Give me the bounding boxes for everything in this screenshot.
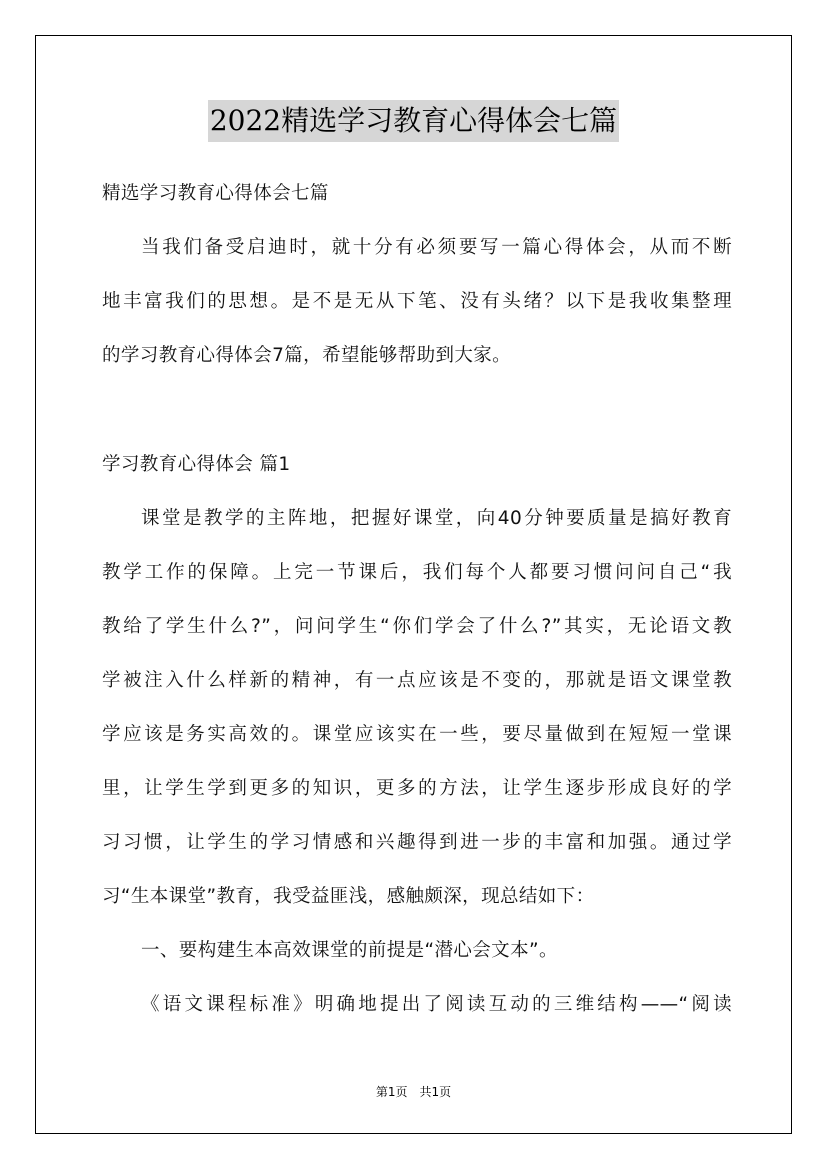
body-line-8: 习“生本课堂”教育，我受益匪浅，感触颇深，现总结如下： <box>102 886 595 907</box>
body-line-1: 课堂是教学的主阵地，把握好课堂，向40分钟要质量是搞好教育 <box>141 508 732 529</box>
body-line-2: 教学工作的保障。上完一节课后，我们每个人都要习惯问问自己“我 <box>102 562 732 583</box>
intro-line-2: 地丰富我们的思想。是不是无从下笔、没有头绪？以下是我收集整理 <box>102 291 732 312</box>
body-line-5: 学应该是务实高效的。课堂应该实在一些，要尽量做到在短短一堂课 <box>102 724 732 745</box>
intro-line-3: 的学习教育心得体会7篇，希望能够帮助到大家。 <box>102 345 512 366</box>
document-title: 2022精选学习教育心得体会七篇 <box>208 100 619 142</box>
last-line: 《语文课程标准》明确地提出了阅读互动的三维结构——“阅读 <box>141 994 732 1015</box>
page-number: 第1页 共1页 <box>375 1085 452 1099</box>
title-container <box>0 100 827 142</box>
body-line-6: 里，让学生学到更多的知识，更多的方法，让学生逐步形成良好的学 <box>102 778 732 799</box>
body-line-3: 教给了学生什么?”，问问学生“你们学会了什么?”其实，无论语文教 <box>102 616 732 637</box>
document-subtitle: 精选学习教育心得体会七篇 <box>102 183 329 204</box>
section-heading: 学习教育心得体会 篇1 <box>102 454 291 475</box>
body-line-7: 习习惯，让学生的学习情感和兴趣得到进一步的丰富和加强。通过学 <box>102 832 732 853</box>
body-line-4: 学被注入什么样新的精神，有一点应该是不变的，那就是语文课堂教 <box>102 670 732 691</box>
point-one: 一、要构建生本高效课堂的前提是“潜心会文本”。 <box>141 940 558 961</box>
intro-line-1: 当我们备受启迪时，就十分有必须要写一篇心得体会，从而不断 <box>141 237 732 258</box>
